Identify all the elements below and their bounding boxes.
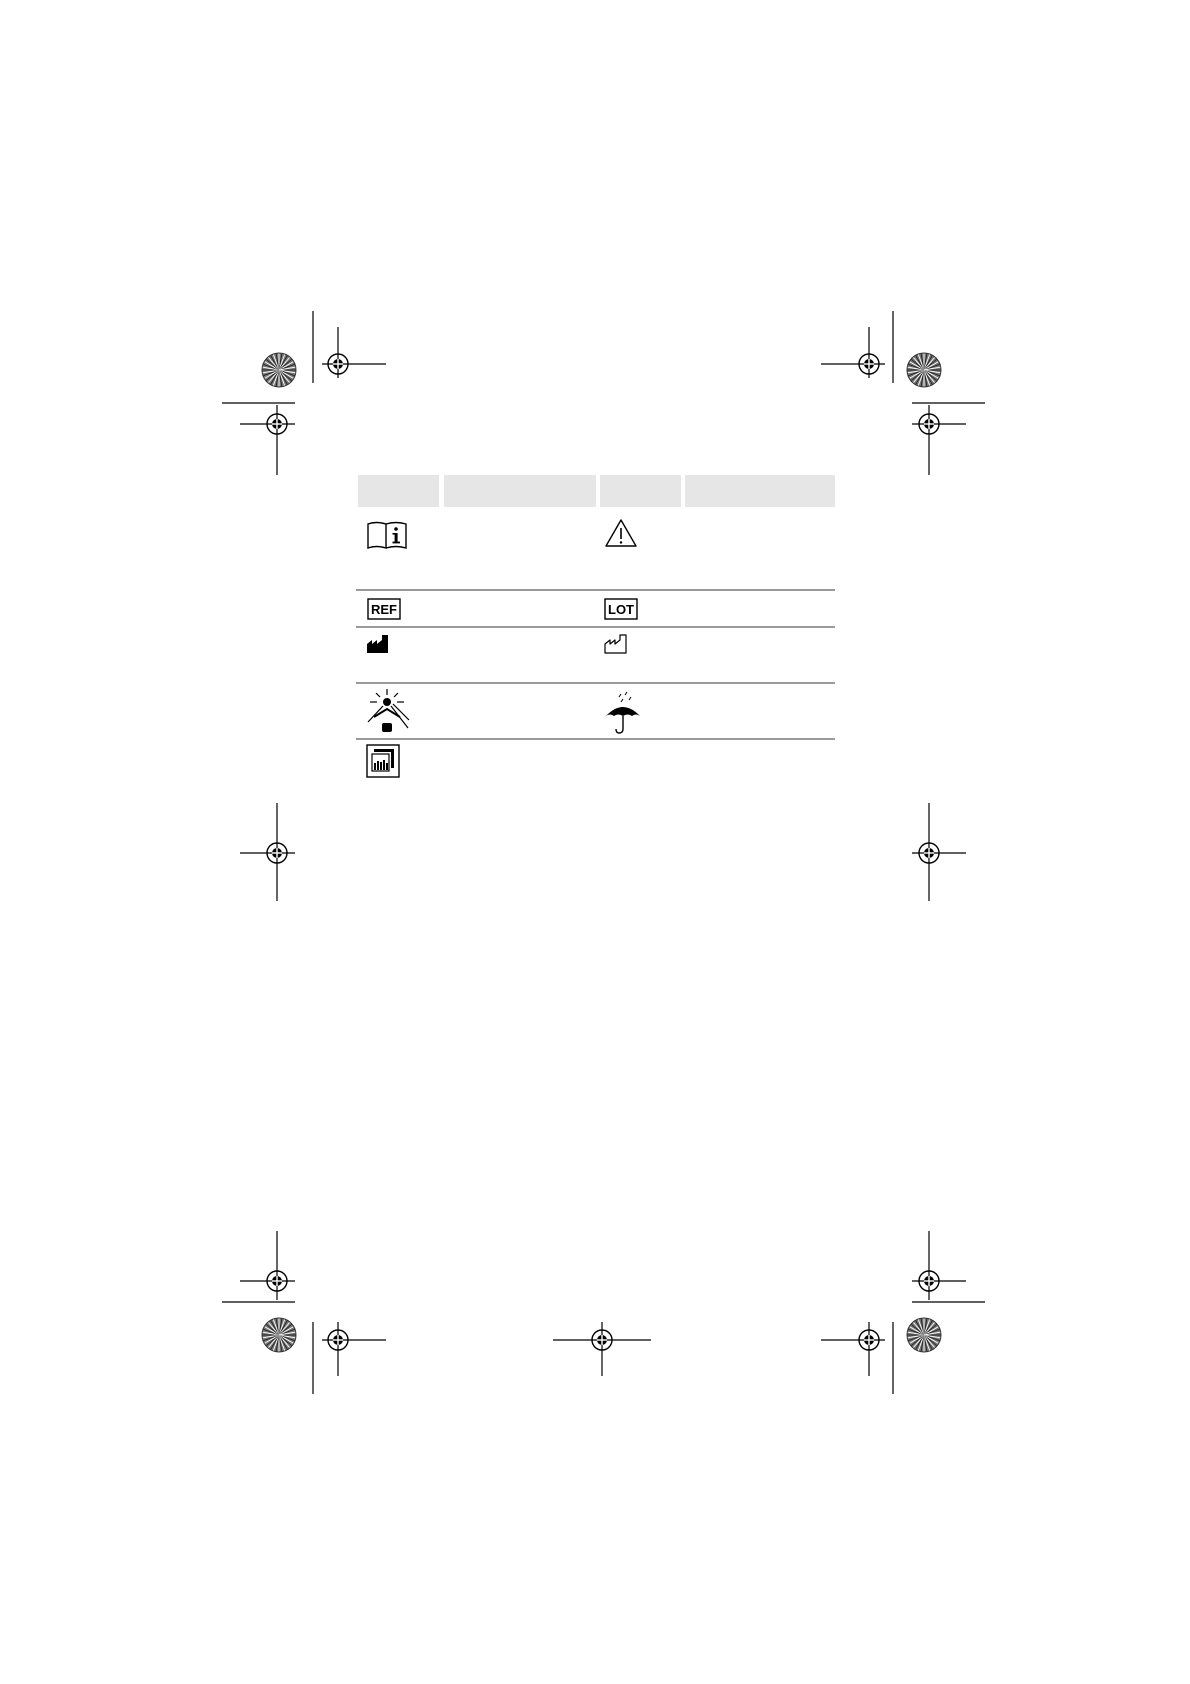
keep-away-from-sunlight-icon	[364, 688, 410, 734]
star-target-icon	[907, 1318, 941, 1352]
mr-icon	[366, 744, 400, 778]
keep-dry-icon	[603, 690, 643, 734]
caution-icon	[604, 518, 638, 548]
table-header-cell	[444, 475, 596, 507]
date-of-manufacture-icon	[604, 634, 628, 654]
ref-icon	[367, 598, 401, 620]
star-target-icon	[907, 353, 941, 387]
table-header-cell	[358, 475, 439, 507]
lot-icon	[604, 598, 638, 620]
table-header-cell	[685, 475, 835, 507]
row-divider	[356, 738, 835, 740]
row-divider	[356, 626, 835, 628]
row-divider	[356, 589, 835, 591]
table-header-cell	[600, 475, 681, 507]
lot-label: LOT	[608, 602, 634, 617]
row-divider	[356, 682, 835, 684]
star-target-icon	[262, 1318, 296, 1352]
consult-instructions-icon	[366, 520, 408, 550]
star-target-icon	[262, 353, 296, 387]
ref-label: REF	[371, 602, 397, 617]
manufacturer-icon	[366, 634, 390, 654]
